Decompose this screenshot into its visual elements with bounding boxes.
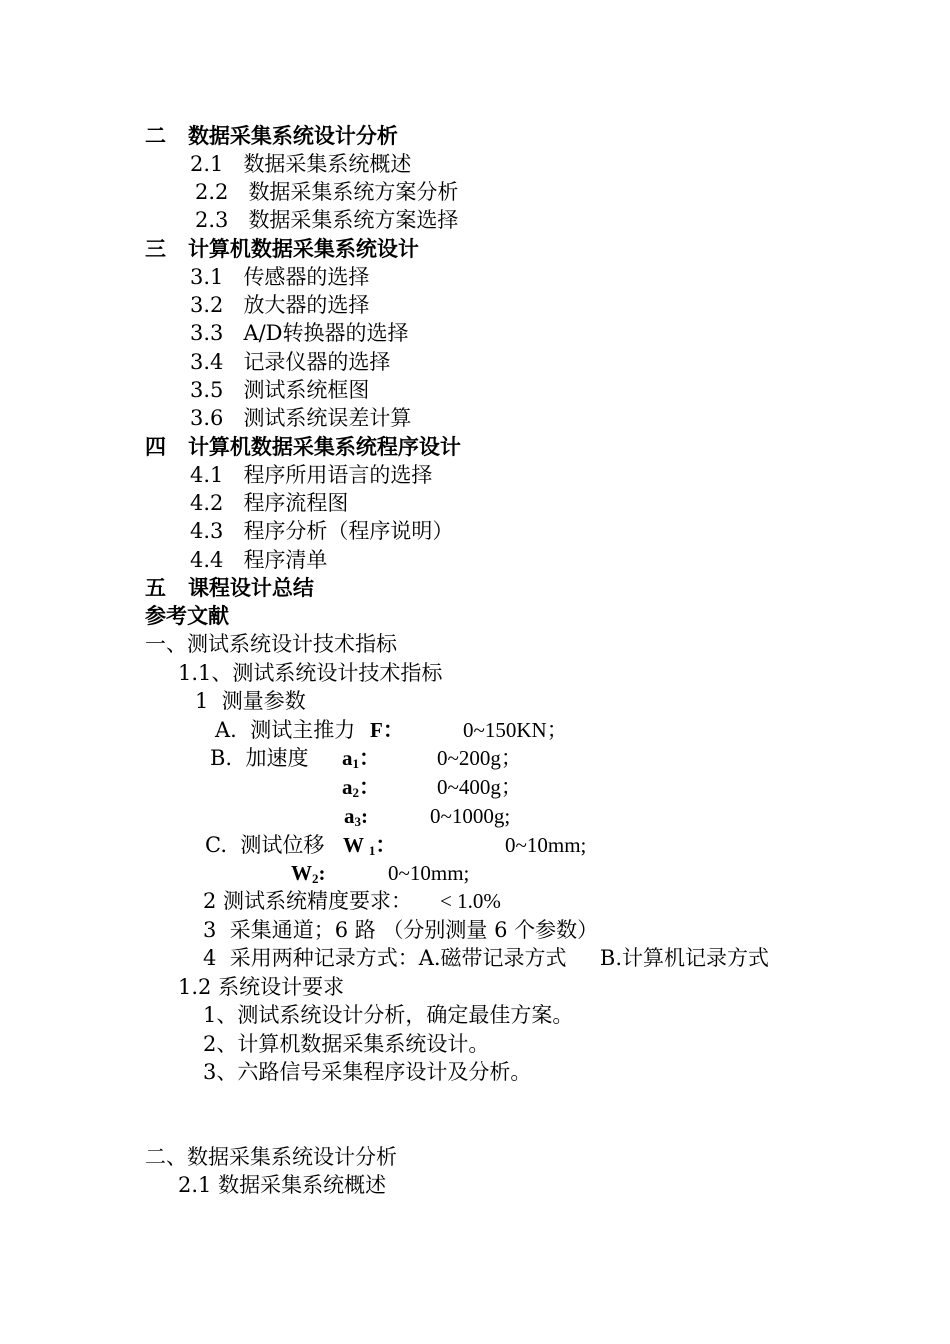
toc-item-3-2: 3.2 放大器的选择 [190, 293, 370, 317]
toc-chapter-5: 五 课程设计总结 [145, 576, 314, 600]
requirement-2: 2、计算机数据采集系统设计。 [203, 1032, 490, 1056]
param-c-w1: W $_1$： [343, 833, 397, 858]
toc-item-4-4: 4.4 程序清单 [190, 548, 328, 572]
section2-heading: 二、数据采集系统设计分析 [145, 1145, 397, 1169]
toc-chapter-4: 四 计算机数据采集系统程序设计 [145, 435, 461, 459]
requirement-1: 1、测试系统设计分析，确定最佳方案。 [203, 1003, 574, 1027]
param-a-label: A. 测试主推力 [215, 718, 356, 742]
toc-item-3-3: 3.3 A/D转换器的选择 [190, 321, 409, 345]
toc-chapter-2: 二 数据采集系统设计分析 [145, 124, 398, 148]
record-line: 4 采用两种记录方式：A.磁带记录方式 B.计算机记录方式 [203, 946, 770, 970]
precision-value: < 1.0% [440, 889, 501, 913]
toc-item-4-1: 4.1 程序所用语言的选择 [190, 463, 433, 487]
param-b-range1: 0~200g； [437, 746, 522, 770]
param-c-w2: $W_2$: [291, 861, 326, 886]
param-b-a2: $a_2$： [342, 775, 380, 800]
measure-title: 1 测量参数 [195, 689, 306, 713]
toc-item-2-3: 2.3 数据采集系统方案选择 [195, 208, 459, 232]
requirement-3: 3、六路信号采集程序设计及分析。 [203, 1060, 532, 1084]
param-a-symbol: F： [370, 718, 404, 742]
param-b-range2: 0~400g； [437, 775, 522, 799]
toc-item-2-1: 2.1 数据采集系统概述 [190, 152, 412, 176]
toc-item-3-6: 3.6 测试系统误差计算 [190, 406, 412, 430]
toc-item-3-4: 3.4 记录仪器的选择 [190, 350, 391, 374]
param-b-range3: 0~1000g; [430, 804, 511, 828]
param-b-a3: $a_3$: [344, 804, 368, 829]
param-c-range2: 0~10mm; [388, 861, 470, 885]
section1-sub2: 1.2 系统设计要求 [178, 975, 345, 999]
param-c-label: C. 测试位移 [205, 833, 325, 857]
toc-references: 参考文献 [145, 604, 229, 628]
param-b-label: B. 加速度 [210, 746, 309, 770]
precision-label: 2 测试系统精度要求： [203, 889, 413, 913]
toc-item-3-5: 3.5 测试系统框图 [190, 378, 370, 402]
param-a-range: 0~150KN； [463, 718, 568, 742]
param-b-a1: $a_1$： [342, 746, 380, 771]
channels-line: 3 采集通道；6 路 （分别测量 6 个参数） [203, 918, 599, 942]
section1-sub1: 1.1、测试系统设计技术指标 [178, 661, 443, 685]
toc-item-4-3: 4.3 程序分析（程序说明） [190, 519, 454, 543]
toc-chapter-3: 三 计算机数据采集系统设计 [145, 237, 419, 261]
section1-heading: 一、测试系统设计技术指标 [145, 632, 397, 656]
toc-item-4-2: 4.2 程序流程图 [190, 491, 349, 515]
param-c-range1: 0~10mm; [505, 833, 587, 857]
toc-item-2-2: 2.2 数据采集系统方案分析 [195, 180, 459, 204]
section2-sub1: 2.1 数据采集系统概述 [178, 1173, 387, 1197]
toc-item-3-1: 3.1 传感器的选择 [190, 265, 370, 289]
